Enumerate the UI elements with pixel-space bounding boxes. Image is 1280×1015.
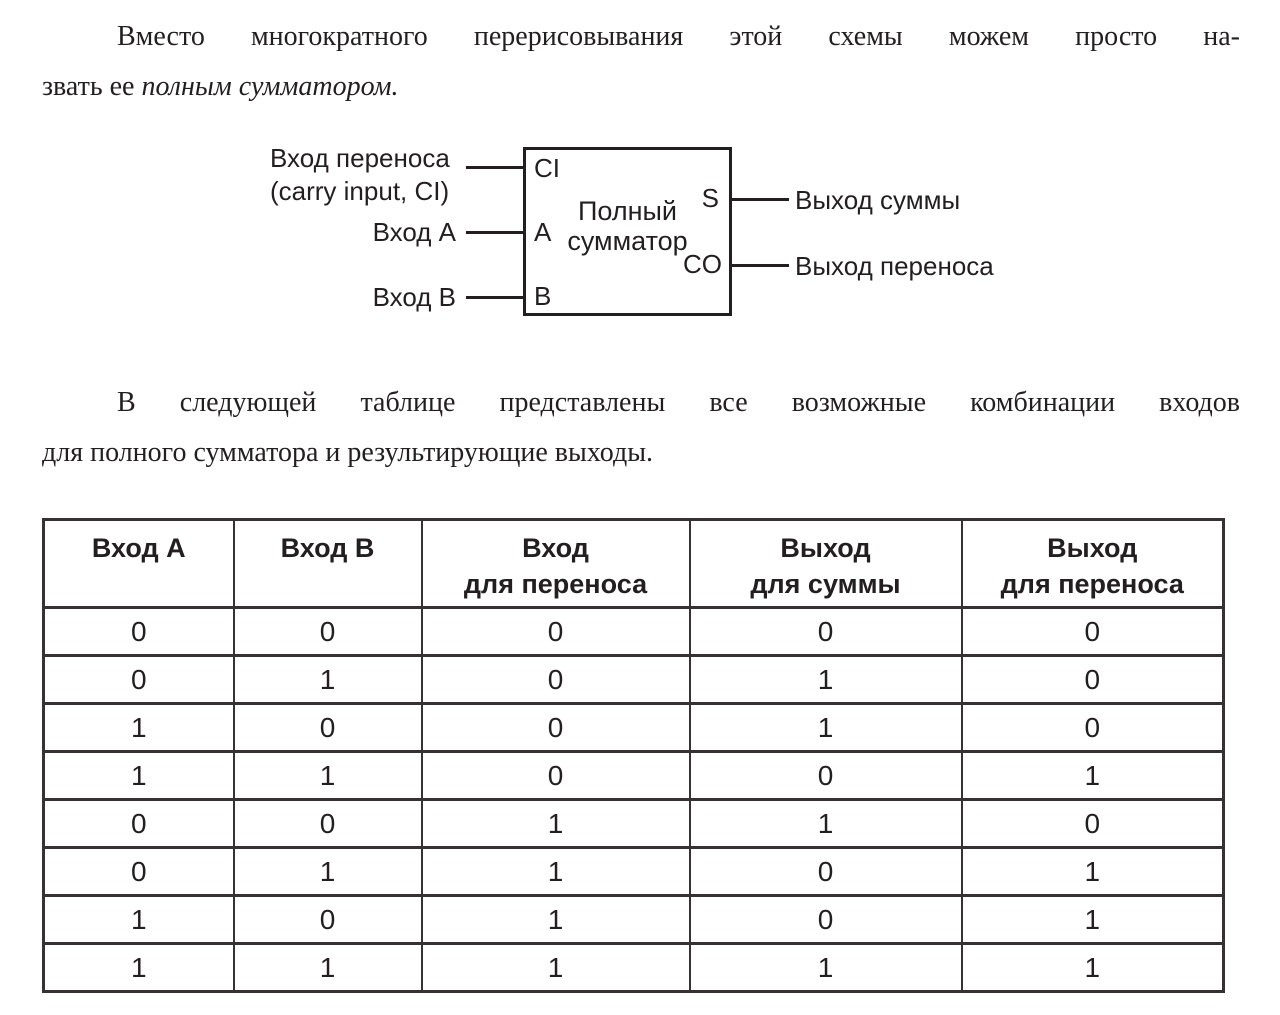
table-cell: 1	[44, 944, 234, 992]
header-carry-out-line1: Выход	[1047, 533, 1138, 563]
table-cell: 1	[690, 800, 962, 848]
table-cell: 0	[690, 896, 962, 944]
table-cell: 0	[962, 800, 1224, 848]
table-cell: 1	[234, 752, 422, 800]
input-b-label: Вход B	[372, 282, 456, 312]
header-carry-in	[422, 520, 690, 608]
table-row	[44, 944, 1224, 992]
table-cell: 1	[690, 704, 962, 752]
table-cell: 0	[234, 800, 422, 848]
table-row	[44, 704, 1224, 752]
table-cell: 1	[962, 944, 1224, 992]
pin-s: S	[701, 183, 719, 213]
header-carry-in-line1: Вход	[522, 533, 589, 563]
header-sum-out	[690, 520, 962, 608]
pin-co: CO	[683, 249, 722, 279]
table-cell: 0	[234, 608, 422, 656]
carry-input-label-line2: (carry input, CI)	[270, 176, 450, 206]
table-cell: 0	[422, 752, 690, 800]
table-cell: 0	[690, 752, 962, 800]
header-input-b	[234, 520, 422, 608]
table-cell: 0	[234, 704, 422, 752]
input-a-wire	[466, 231, 525, 234]
full-adder-box	[523, 147, 732, 316]
table-cell: 0	[44, 848, 234, 896]
sum-output-wire	[730, 198, 789, 201]
full-adder-box-title	[526, 196, 729, 256]
carry-output-label: Выход переноса	[795, 251, 994, 281]
sum-output-label: Выход суммы	[795, 185, 961, 215]
full-adder-truth-table	[42, 518, 1225, 993]
paragraph-table-intro-line1: В следующей таблице представлены все возможные комбинации входов	[117, 387, 1240, 418]
table-cell: 1	[962, 752, 1224, 800]
paragraph-table-intro-line2: для полного сумматора и результирующие выходы.	[42, 437, 654, 468]
table-cell: 1	[234, 848, 422, 896]
header-input-a-line1: Вход А	[91, 533, 186, 563]
header-sum-out-line2: для суммы	[750, 569, 901, 599]
table-cell: 1	[962, 896, 1224, 944]
carry-output-wire	[730, 264, 789, 267]
table-row	[44, 752, 1224, 800]
header-input-b-line1: Вход В	[280, 533, 375, 563]
pin-a: A	[534, 217, 552, 247]
table-cell: 0	[44, 800, 234, 848]
header-input-a	[44, 520, 234, 608]
table-cell: 1	[422, 848, 690, 896]
input-a-label: Вход A	[372, 217, 456, 247]
table-cell: 1	[690, 944, 962, 992]
carry-input-wire	[466, 166, 525, 169]
header-carry-in-line2: для переноса	[463, 569, 648, 599]
table-cell: 0	[234, 896, 422, 944]
table-row	[44, 656, 1224, 704]
table-cell: 0	[962, 704, 1224, 752]
paragraph-table-intro	[42, 378, 1240, 478]
table-header-row	[44, 520, 1224, 608]
table-cell: 1	[690, 656, 962, 704]
table-cell: 1	[422, 800, 690, 848]
pin-ci: CI	[534, 153, 560, 183]
table-row	[44, 800, 1224, 848]
table-cell: 0	[422, 656, 690, 704]
table-cell: 1	[44, 752, 234, 800]
paragraph-intro-line2-normal: звать ее	[42, 71, 142, 102]
table-cell: 0	[422, 704, 690, 752]
full-adder-term: полным сумматором.	[141, 71, 399, 102]
table-cell: 1	[422, 896, 690, 944]
carry-input-label	[270, 142, 450, 208]
box-title-line2: сумматор	[567, 226, 688, 256]
table-cell: 0	[44, 656, 234, 704]
input-b-wire	[466, 296, 525, 299]
table-cell: 1	[234, 656, 422, 704]
table-row	[44, 848, 1224, 896]
paragraph-intro-line1: Вместо многократного перерисовывания этой схемы можем просто на-	[117, 21, 1240, 52]
header-sum-out-line1: Выход	[780, 533, 871, 563]
carry-input-label-line1: Вход переноса	[270, 143, 450, 173]
table-cell: 1	[422, 944, 690, 992]
table-cell: 0	[962, 608, 1224, 656]
header-carry-out-line2: для переноса	[1000, 569, 1184, 599]
table-row	[44, 896, 1224, 944]
table-cell: 0	[690, 608, 962, 656]
table-cell: 1	[234, 944, 422, 992]
table-cell: 1	[44, 896, 234, 944]
table-cell: 1	[44, 704, 234, 752]
table-cell: 0	[962, 656, 1224, 704]
table-row	[44, 608, 1224, 656]
pin-b: B	[534, 281, 552, 311]
box-title-line1: Полный	[578, 196, 677, 226]
table-cell: 0	[44, 608, 234, 656]
table-cell: 0	[690, 848, 962, 896]
table-cell: 1	[962, 848, 1224, 896]
header-carry-out	[962, 520, 1224, 608]
table-cell: 0	[422, 608, 690, 656]
